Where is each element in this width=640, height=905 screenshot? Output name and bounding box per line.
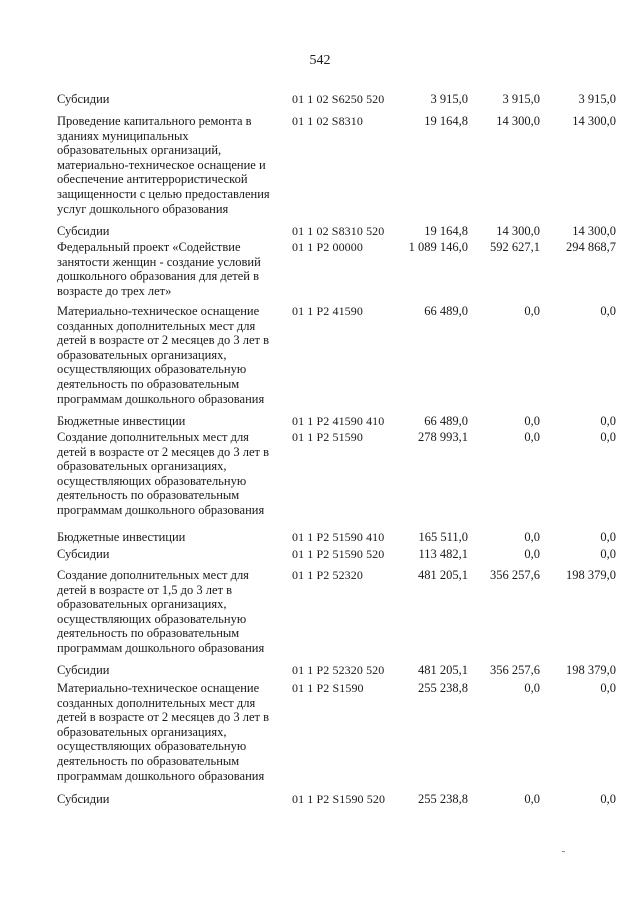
scan-speck <box>562 851 565 852</box>
row-name: Субсидии <box>57 792 110 806</box>
row-value-2: 0,0 <box>524 414 540 428</box>
row-value-2: 0,0 <box>524 530 540 544</box>
row-value-1: 1 089 146,0 <box>408 240 468 254</box>
row-value-3: 198 379,0 <box>566 663 616 677</box>
row-value-1: 19 164,8 <box>424 114 468 128</box>
row-value-1: 278 993,1 <box>418 430 468 444</box>
row-value-1: 66 489,0 <box>424 304 468 318</box>
row-code: 01 1 P2 51590 520 <box>292 547 385 561</box>
row-value-1: 255 238,8 <box>418 681 468 695</box>
row-name: Федеральный проект «Содействие занятости женщин - создание условий дошкольного образования для детей в возрасте до трех лет» <box>57 240 261 298</box>
row-code: 01 1 P2 52320 520 <box>292 663 385 677</box>
row-code: 01 1 P2 51590 <box>292 430 363 444</box>
row-code: 01 1 P2 52320 <box>292 568 363 582</box>
row-name: Создание дополнительных мест для детей в возрасте от 1,5 до 3 лет в образовательных организациях, осуществляющих образовательную деятельность по образовательным программам дошкольного образования <box>57 568 265 655</box>
page-number: 542 <box>309 53 331 68</box>
row-name: Субсидии <box>57 92 110 106</box>
row-value-2: 0,0 <box>524 304 540 318</box>
row-value-3: 0,0 <box>600 304 616 318</box>
row-value-3: 3 915,0 <box>578 92 616 106</box>
row-code: 01 1 P2 S1590 520 <box>292 792 386 806</box>
row-value-2: 3 915,0 <box>502 92 540 106</box>
row-value-1: 66 489,0 <box>424 414 468 428</box>
row-value-1: 19 164,8 <box>424 224 468 238</box>
row-code: 01 1 02 S8310 520 <box>292 224 385 238</box>
row-value-3: 0,0 <box>600 530 616 544</box>
row-value-3: 0,0 <box>600 547 616 561</box>
row-code: 01 1 P2 41590 <box>292 304 363 318</box>
row-value-2: 356 257,6 <box>490 663 540 677</box>
row-value-2: 14 300,0 <box>496 114 540 128</box>
row-value-1: 481 205,1 <box>418 663 468 677</box>
row-value-3: 294 868,7 <box>566 240 616 254</box>
row-name: Субсидии <box>57 547 110 561</box>
row-value-1: 165 511,0 <box>418 530 468 544</box>
row-value-1: 113 482,1 <box>418 547 468 561</box>
row-name: Создание дополнительных мест для детей в возрасте от 2 месяцев до 3 лет в образовательных организациях, осуществляющих образовательную деятельность по образовательным программам дошкольного образования <box>57 430 270 517</box>
row-name: Материально-техническое оснащение созданных дополнительных мест для детей в возрасте от 2 месяцев до 3 лет в образовательных организациях, осуществляющих образовательную деятельность по образовательным программам дошкольного образования <box>57 304 270 406</box>
row-name: Бюджетные инвестиции <box>57 414 186 428</box>
row-value-2: 0,0 <box>524 792 540 806</box>
row-value-2: 0,0 <box>524 430 540 444</box>
row-value-3: 0,0 <box>600 792 616 806</box>
row-value-2: 0,0 <box>524 681 540 695</box>
row-name: Субсидии <box>57 224 110 238</box>
row-value-1: 481 205,1 <box>418 568 468 582</box>
row-value-3: 14 300,0 <box>572 114 616 128</box>
row-code: 01 1 P2 00000 <box>292 240 363 254</box>
row-value-2: 14 300,0 <box>496 224 540 238</box>
row-value-2: 356 257,6 <box>490 568 540 582</box>
row-code: 01 1 P2 S1590 <box>292 681 364 695</box>
row-value-2: 592 627,1 <box>490 240 540 254</box>
row-value-3: 0,0 <box>600 414 616 428</box>
row-value-1: 3 915,0 <box>430 92 468 106</box>
row-name: Бюджетные инвестиции <box>57 530 186 544</box>
row-code: 01 1 P2 41590 410 <box>292 414 385 428</box>
row-name: Субсидии <box>57 663 110 677</box>
row-value-2: 0,0 <box>524 547 540 561</box>
row-value-1: 255 238,8 <box>418 792 468 806</box>
row-code: 01 1 02 S6250 520 <box>292 92 385 106</box>
row-value-3: 14 300,0 <box>572 224 616 238</box>
row-value-3: 0,0 <box>600 430 616 444</box>
row-name: Материально-техническое оснащение созданных дополнительных мест для детей в возрасте от 2 месяцев до 3 лет в образовательных организациях, осуществляющих образовательную деятельность по образовательным программам дошкольного образования <box>57 681 270 783</box>
row-name: Проведение капитального ремонта в зданиях муниципальных образовательных организаций, материально-техническое оснащение и обеспечение антитеррористической защищенности с целью предоставления услуг дошкольного образования <box>57 114 270 216</box>
row-code: 01 1 P2 51590 410 <box>292 530 385 544</box>
row-value-3: 0,0 <box>600 681 616 695</box>
row-value-3: 198 379,0 <box>566 568 616 582</box>
row-code: 01 1 02 S8310 <box>292 114 363 128</box>
